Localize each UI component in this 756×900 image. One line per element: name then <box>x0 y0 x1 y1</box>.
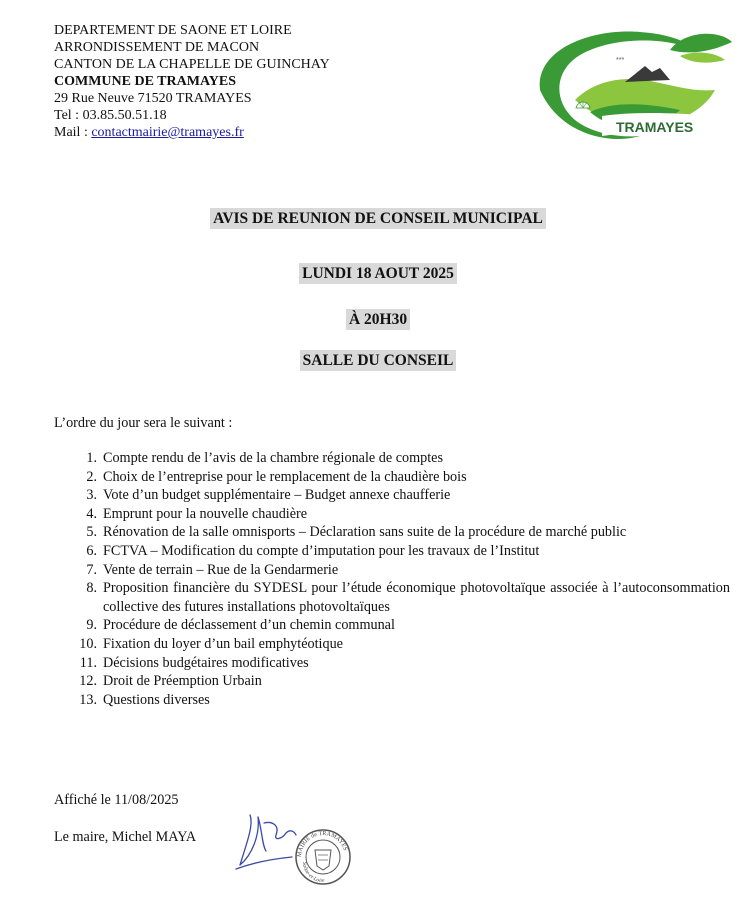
seal-top-text: MAIRIE de TRAMAYES <box>296 830 348 858</box>
agenda-item <box>54 523 730 542</box>
agenda-item-text: Vote d’un budget supplémentaire – Budget annexe chaufferie <box>103 487 451 504</box>
address-line: 29 Rue Neuve 71520 TRAMAYES <box>54 91 252 106</box>
agenda-item-text: Vente de terrain – Rue de la Gendarmerie <box>103 561 339 578</box>
mail-link[interactable]: contactmairie@tramayes.fr <box>91 125 244 140</box>
notice-title: AVIS DE REUNION DE CONSEIL MUNICIPAL <box>210 208 546 229</box>
agenda-item <box>54 635 730 654</box>
letterhead <box>54 22 330 141</box>
logo-stars: *** <box>616 57 625 64</box>
agenda-item-number: 7. <box>86 561 97 578</box>
agenda-item-number: 4. <box>86 505 97 522</box>
canton-line: CANTON DE LA CHAPELLE DE GUINCHAY <box>54 57 330 72</box>
svg-text:MAIRIE de TRAMAYES <box>297 831 348 857</box>
agenda-item-number: 12. <box>79 673 97 690</box>
agenda-item <box>54 542 730 561</box>
department-line: DEPARTEMENT DE SAONE ET LOIRE <box>54 23 292 38</box>
agenda-item-number: 9. <box>86 617 97 634</box>
agenda-item-text: FCTVA – Modification du compte d’imputation pour les travaux de l’Institut <box>103 542 540 559</box>
agenda-item <box>54 486 730 505</box>
tramayes-logo <box>520 20 742 150</box>
agenda-item-text: Proposition financière du SYDESL pour l’étude économique photovoltaïque associée à l’autoconsommation collective des futures installations photovoltaïques <box>103 580 730 615</box>
agenda-item-number: 13. <box>79 691 97 708</box>
arrondissement-line: ARRONDISSEMENT DE MACON <box>54 40 260 55</box>
svg-text:Saône-et-Loire <box>301 862 325 884</box>
phone-line: Tel : 03.85.50.51.18 <box>54 108 167 123</box>
agenda-item-text: Compte rendu de l’avis de la chambre régionale de comptes <box>103 450 443 466</box>
agenda-item <box>54 654 730 673</box>
meeting-time: À 20H30 <box>346 309 410 330</box>
agenda-item-text: Rénovation de la salle omnisports – Déclaration sans suite de la procédure de marché public <box>103 524 627 541</box>
agenda-item-text: Décisions budgétaires modificatives <box>103 654 309 671</box>
agenda-item <box>54 468 730 487</box>
agenda-item-text: Fixation du loyer d’un bail emphytéotique <box>103 635 343 652</box>
commune-name: COMMUNE DE TRAMAYES <box>54 74 237 89</box>
agenda-item-number: 1. <box>86 450 97 466</box>
notice-place-row <box>0 350 756 371</box>
agenda-item-text: Choix de l’entreprise pour le remplacement de la chaudière bois <box>103 468 467 485</box>
notice-date-row <box>0 263 756 284</box>
mail-line <box>54 124 330 141</box>
meeting-date: LUNDI 18 AOUT 2025 <box>299 263 457 284</box>
agenda-item-number: 8. <box>86 580 97 597</box>
agenda-item <box>54 672 730 691</box>
agenda-item-number: 3. <box>86 487 97 504</box>
notice-title-row <box>0 208 756 229</box>
agenda-item-text: Droit de Préemption Urbain <box>103 673 262 690</box>
town-hall-seal <box>294 828 352 886</box>
mayor-signature-line: Le maire, Michel MAYA <box>54 829 197 845</box>
notice-time-row <box>0 309 756 330</box>
agenda-item-number: 10. <box>79 635 97 652</box>
meeting-place: SALLE DU CONSEIL <box>300 350 457 371</box>
agenda-item <box>54 691 730 710</box>
agenda-item-number: 11. <box>79 654 97 671</box>
agenda-item <box>54 449 730 468</box>
agenda-item-text: Procédure de déclassement d’un chemin communal <box>103 617 395 634</box>
agenda-item <box>54 616 730 635</box>
agenda-item-text: Emprunt pour la nouvelle chaudière <box>103 505 308 522</box>
agenda-item-text: Questions diverses <box>103 691 210 708</box>
agenda-item <box>54 505 730 524</box>
agenda-item-number: 5. <box>86 524 97 541</box>
agenda-list <box>54 449 730 709</box>
agenda-intro: L’ordre du jour sera le suivant : <box>54 415 233 431</box>
logo-text: TRAMAYES <box>616 119 694 135</box>
agenda-item-number: 2. <box>86 468 97 485</box>
seal-bottom-text: Saône-et-Loire <box>300 861 325 885</box>
agenda-item <box>54 579 730 616</box>
agenda-item-number: 6. <box>86 542 97 559</box>
agenda-item <box>54 561 730 580</box>
mail-label: Mail : <box>54 125 92 140</box>
posted-date: Affiché le 11/08/2025 <box>54 792 179 808</box>
